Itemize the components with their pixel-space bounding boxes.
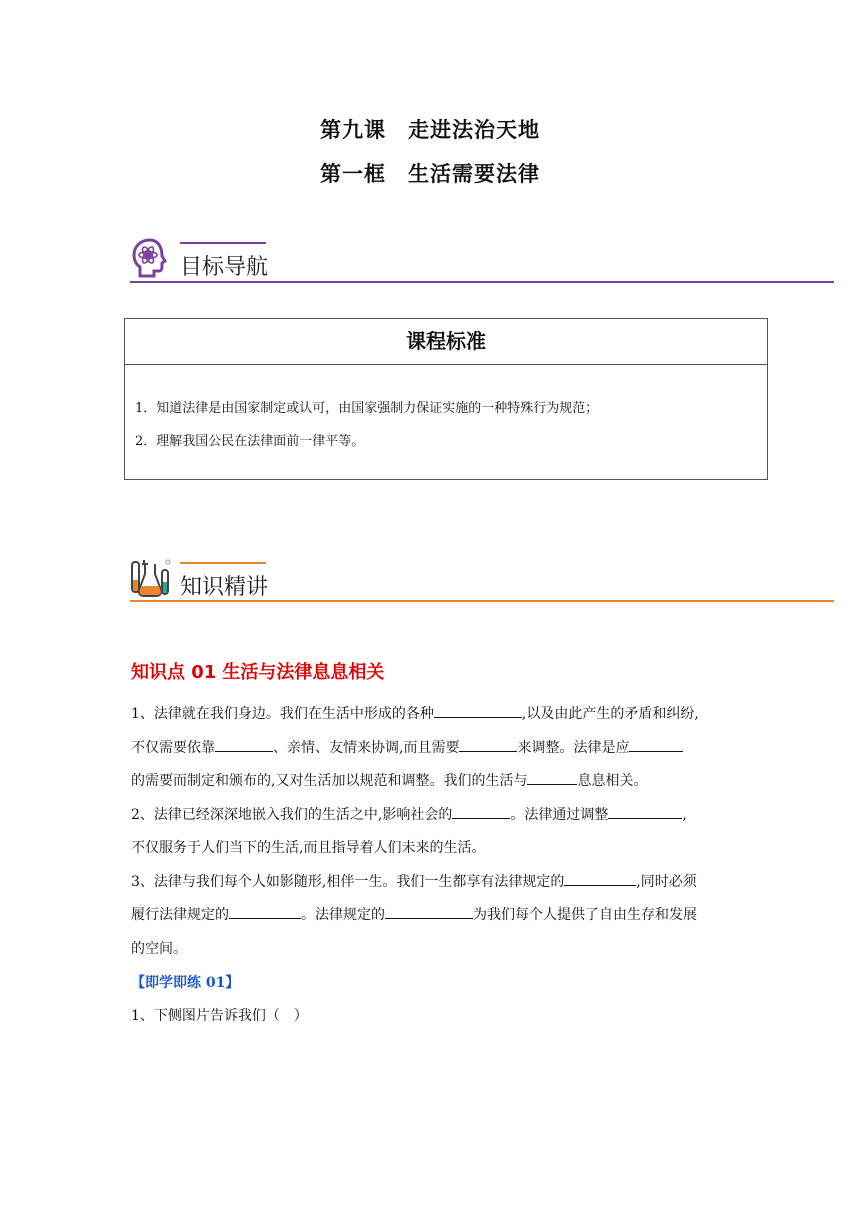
fill-blank[interactable] xyxy=(459,736,517,752)
text-line: 不仅服务于人们当下的生活,而且指导着人们未来的生活。 xyxy=(131,840,486,856)
fill-blank[interactable] xyxy=(527,769,577,785)
practice-question: 1、下侧图片告诉我们（ ） xyxy=(131,1008,308,1024)
frame-title: 第一框 生活需要法律 xyxy=(320,162,540,186)
brain-head-icon xyxy=(128,236,172,280)
lab-flask-icon xyxy=(128,556,172,600)
standard-item: 2．理解我国公民在法律面前一律平等。 xyxy=(135,434,365,449)
text-line: 1、法律就在我们身边。我们在生活中形成的各种 ,以及由此产生的矛盾和纠纷, xyxy=(131,698,731,732)
goal-nav-label: 目标导航 xyxy=(180,255,269,280)
header-accent-line xyxy=(180,562,266,564)
text-line: 3、法律与我们每个人如影随形,相伴一生。我们一生都享有法律规定的 ,同时必须 xyxy=(131,866,731,900)
fill-blank[interactable] xyxy=(452,803,510,819)
text-line: 履行法律规定的 。法律规定的 为我们每个人提供了自由生存和发展 xyxy=(131,899,731,933)
knowledge-text xyxy=(131,698,731,966)
knowledge-label: 知识精讲 xyxy=(180,575,269,600)
knowledge-header xyxy=(128,556,834,606)
fill-blank[interactable] xyxy=(385,903,473,919)
fill-blank[interactable] xyxy=(229,903,301,919)
goal-nav-header xyxy=(128,236,834,286)
header-accent-line xyxy=(180,242,266,244)
course-standards-box xyxy=(124,318,768,480)
header-rule xyxy=(130,600,834,602)
fill-blank[interactable] xyxy=(434,702,522,718)
practice-label: 【即学即练 01】 xyxy=(131,975,240,991)
fill-blank[interactable] xyxy=(215,736,273,752)
text-line: 的需要而制定和颁布的,又对生活加以规范和调整。我们的生活与 息息相关。 xyxy=(131,765,731,799)
fill-blank[interactable] xyxy=(564,870,636,886)
text-line: 的空间。 xyxy=(131,940,187,957)
standard-item: 1．知道法律是由国家制定或认可，由国家强制力保证实施的一种特殊行为规范； xyxy=(135,401,599,416)
lesson-title: 第九课 走进法治天地 xyxy=(320,118,540,142)
course-standards-header: 课程标准 xyxy=(125,319,767,365)
fill-blank[interactable] xyxy=(629,736,683,752)
knowledge-point-title: 知识点 01 生活与法律息息相关 xyxy=(131,662,385,683)
text-line: 2、法律已经深深地嵌入我们的生活之中,影响社会的 。法律通过调整 , xyxy=(131,799,731,833)
text-line: 不仅需要依靠 、亲情、友情来协调,而且需要 来调整。法律是应 xyxy=(131,732,731,766)
fill-blank[interactable] xyxy=(608,803,682,819)
header-rule xyxy=(130,281,834,283)
